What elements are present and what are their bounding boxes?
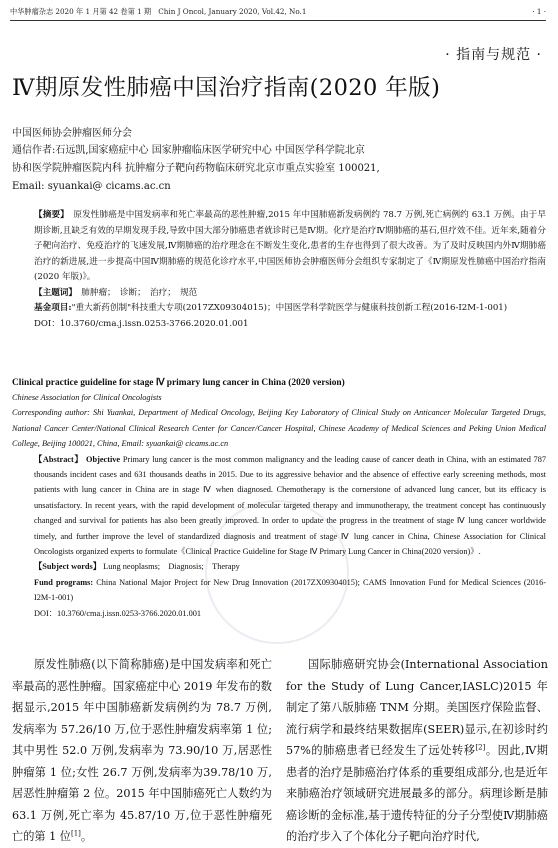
english-fund-text: China National Major Project for New Drug Innovation (2017ZX09304015); CAMS Innovation Fund for Medical Sciences (2016-I2M-1-001) [34,577,546,603]
column-label: · 指南与规范 · [445,47,542,63]
doi-cn: DOI：10.3760/cma.j.issn.0253-3766.2020.01.001 [34,318,249,329]
body-right-text: 国际肺癌研究协会(International Association for the Study of Lung Cancer,IASLC)2015 年制定了第八版肺癌 TNM 分期。美国医疗保险监督、流行病学和最终结果数据库(SEER)显示,在初诊时约 57%的肺癌患者已经发生了远处转移 [286,658,548,757]
author-organization: 中国医师协会肿瘤医师分会 [12,128,132,139]
citation-ref[interactable]: [2] [475,743,486,752]
citation-ref[interactable]: [1] [70,829,81,838]
english-fund-label: Fund programs: [34,577,94,587]
article-title: Ⅳ期原发性肺癌中国治疗指南(2020 年版) [12,75,441,101]
body-column-left [12,654,272,848]
english-abstract-label: 【Abstract】 Objective [34,454,121,464]
english-subject-text: Lung neoplasms; Diagnosis; Therapy [101,562,240,572]
keywords-cn [12,286,546,302]
english-corresponding: Corresponding author: Shi Yuankai, Department of Medical Oncology, Beijing Key Laboratory of Clinical Study on Anticancer Molecular Targeted Drugs, National Cancer Center/National Clinical Research Center for Cancer/Cancer Hospital, Chinese Academy of Medical Sciences and Peking Union Medical College, Beijing 100021, China, Email: syuankai@ cicams.ac.cn [12,408,546,449]
english-abstract-text: Primary lung cancer is the most common malignancy and the leading cause of cancer death in China, with an estimated 787 thousands incident cases and 631 thousands deaths in 2015. Due to its aggressive behavior and the absence of effective early screening methods, most patients with lung cancer in China are in stage Ⅳ when diagnosed. Chemotherapy is the cornerstone of advanced lung cancer, but its efficacy is unsatisfactory. In recent years, with the rapid development of molecular targeted therapy and immunotherapy, the treatment concept has continuously changed and survival for patients has also been greatly improved. In order to update the progress in the treatment of stage Ⅳ lung cancer worldwide timely, and further improve the level of standardized diagnosis and treatment of stage Ⅳ lung cancer in China, Chinese Association for Clinical Oncologists organized experts to formulate《Clinical Practice Guideline for Stage Ⅳ Primary Lung Cancer in China(2020 version)》. [34,454,546,557]
running-header [10,7,546,19]
english-title: Clinical practice guideline for stage Ⅳ primary lung cancer in China (2020 version) [12,378,345,388]
chinese-abstract [12,208,546,332]
body-column-right [286,654,548,848]
correspondence [12,142,542,196]
body-left-tail: 。 [80,830,93,843]
correspondence-line: 协和医学院肿瘤医院内科 抗肿瘤分子靶向药物临床研究北京市重点实验室 100021, [12,163,380,174]
english-fund [12,575,546,606]
funding-cn [12,301,546,317]
english-subject-label: 【Subject words】 [34,562,102,572]
header-rule [10,20,546,21]
english-subject-words [12,559,546,574]
funding-cn-label: 基金项目: [34,303,72,313]
english-abstract-paragraph [12,452,546,560]
english-doi: DOI：10.3760/cma.j.issn.0253-3766.2020.01.001 [34,608,202,618]
correspondence-line: 通信作者:石远凯,国家癌症中心 国家肿瘤临床医学研究中心 中国医学科学院北京 [12,145,365,156]
keywords-cn-label: 【主题词】 [34,287,73,298]
english-abstract [12,390,546,621]
running-header-journal: 中华肿瘤杂志 2020 年 1 月第 42 卷第 1 期 Chin J Oncol, January 2020, Vol.42, No.1 [10,7,307,16]
keywords-cn-text: 肺肿瘤； 诊断； 治疗； 规范 [72,287,198,298]
body-right-tail: 。因此,Ⅳ期患者的治疗是肺癌治疗体系的重要组成部分,也是近年来肺癌治疗领域研究进展最多的部分。病理诊断是肺癌诊断的金标准,基于遗传特征的分子分型使Ⅳ期肺癌的治疗步入了个体化分子靶向治疗时代, [286,744,548,843]
page-number: · 1 · [532,7,546,16]
abstract-cn-text: 原发性肺癌是中国发病率和死亡率最高的恶性肿瘤,2015 年中国肺癌新发病例约 78.7 万例,死亡病例约 63.1 万例。由于早期诊断,且缺乏有效的早期发现手段,导致中国大部分肺癌患者就诊时已是Ⅳ期。化疗是治疗Ⅳ期肺癌的基石,但疗效不佳。近年来,随着分子靶向治疗、免疫治疗的飞速发展,Ⅳ期肺癌的治疗理念在不断发生变化,患者的生存也得到了很大改善。为了及时反映国内外Ⅳ期肺癌治疗的新进展,进一步提高中国Ⅳ期肺癌的规范化诊疗水平,中国医师协会肿瘤医师分会组织专家制定了《Ⅳ期原发性肺癌中国治疗指南(2020 年版)》。 [34,210,546,282]
abstract-cn-label: 【摘要】 [34,210,65,220]
abstract-cn-paragraph [12,208,546,286]
body-left-text: 原发性肺癌(以下简称肺癌)是中国发病率和死亡率最高的恶性肿瘤。国家癌症中心 2019 年发布的数据显示,2015 年中国肺癌新发病例约为 78.7 万例,发病率为 57.26/10 万,位于恶性肿瘤发病率第 1 位;其中男性 52.0 万例,发病率为 73.90/10 万,居恶性肿瘤第 1 位;女性 26.7 万例,发病率为39.78/10 万,居恶性肿瘤第 2 位。2015 年中国肺癌死亡人数约为 63.1 万例,死亡率为 45.87/10 万,位于恶性肿瘤死亡的第 1 位 [12,658,272,843]
funding-cn-text: "重大新药创制"科技重大专项(2017ZX09304015)；中国医学科学院医学与健康科技创新工程(2016-I2M-1-001) [71,303,508,313]
english-author: Chinese Association for Clinical Oncologists [12,393,162,402]
correspondence-email: Email: syuankai@ cicams.ac.cn [12,181,171,192]
